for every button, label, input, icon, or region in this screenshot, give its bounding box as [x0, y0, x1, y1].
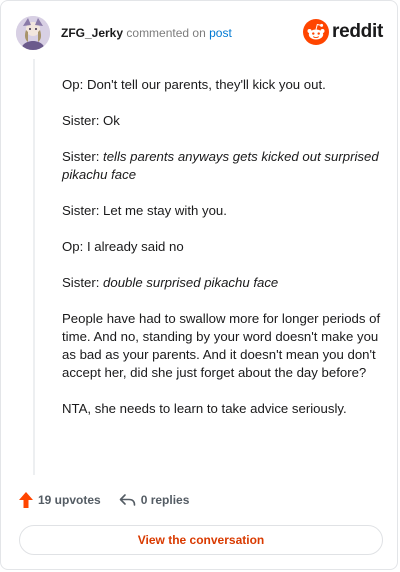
- comment-paragraph: [62, 76, 382, 94]
- comment-body: [62, 76, 382, 436]
- paragraph-text: People have had to swallow more for longer periods of time. And no, standing by your word doesn't make you as bad as your parents. And it doesn't mean you don't accept her, did she just forget about the day before?: [62, 311, 381, 380]
- upvote-button[interactable]: [18, 491, 101, 509]
- speaker-label: Op:: [62, 77, 84, 92]
- thread-line: [33, 59, 35, 475]
- speaker-label: Op:: [62, 239, 84, 254]
- paragraph-text: I already said no: [86, 239, 184, 254]
- paragraph-text: Let me stay with you.: [103, 203, 227, 218]
- comment-actions: [18, 490, 189, 510]
- comment-paragraph: [62, 202, 382, 220]
- username-link[interactable]: ZFG_Jerky: [61, 26, 124, 40]
- post-link[interactable]: post: [209, 26, 232, 40]
- comment-paragraph: [62, 310, 382, 382]
- comment-paragraph: [62, 238, 382, 256]
- view-conversation-button[interactable]: View the conversation: [19, 525, 383, 555]
- paragraph-text: Don't tell our parents, they'll kick you out.: [86, 77, 326, 92]
- paragraph-text: NTA, she needs to learn to take advice seriously.: [62, 401, 347, 416]
- upvote-count: 19 upvotes: [38, 493, 101, 507]
- reply-count: 0 replies: [140, 493, 190, 507]
- comment-header: [16, 15, 383, 53]
- comment-byline: [61, 26, 232, 40]
- reddit-logo[interactable]: [303, 19, 383, 45]
- speaker-label: Sister:: [62, 149, 100, 164]
- comment-paragraph: [62, 148, 382, 184]
- reply-arrow-icon: [119, 493, 136, 507]
- commented-on-text: commented on: [126, 26, 206, 40]
- speaker-label: Sister:: [62, 113, 100, 128]
- paragraph-text: tells parents anyways gets kicked out surprised pikachu face: [62, 149, 379, 182]
- reddit-wordmark: reddit: [332, 21, 383, 42]
- reply-button[interactable]: [119, 493, 190, 507]
- speaker-label: Sister:: [62, 275, 100, 290]
- arrow-up-icon: [18, 491, 34, 509]
- comment-paragraph: [62, 112, 382, 130]
- paragraph-text: double surprised pikachu face: [103, 275, 279, 290]
- comment-paragraph: [62, 400, 382, 418]
- user-avatar[interactable]: [16, 16, 50, 50]
- reddit-snoo-icon: [303, 19, 329, 45]
- speaker-label: Sister:: [62, 203, 100, 218]
- paragraph-text: Ok: [103, 113, 120, 128]
- comment-paragraph: [62, 274, 382, 292]
